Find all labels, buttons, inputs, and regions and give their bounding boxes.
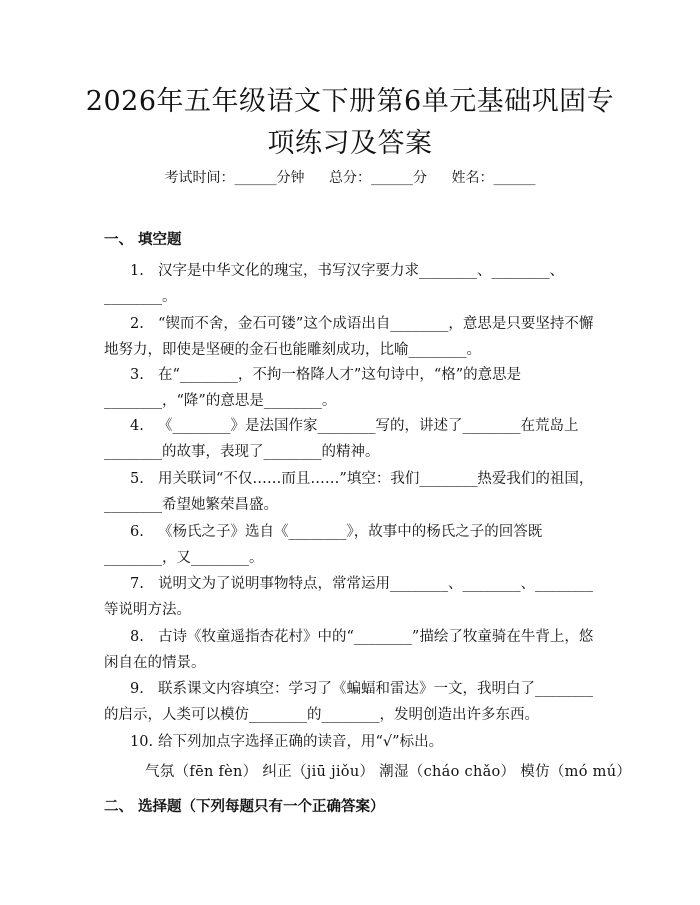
document-title-line1: 2026年五年级语文下册第6单元基础巩固专 <box>85 86 615 117</box>
question-item <box>104 624 600 676</box>
question-item <box>104 466 600 518</box>
question-number: 10. <box>130 734 154 750</box>
pinyin-options-line: 气氛（fēn fèn） 纠正（jiū jiǒu） 潮湿（cháo chǎo） 模仿（mó mú） <box>145 764 632 780</box>
question-text: 《________》是法国作家________写的，讲述了________在荒岛上________的故事，表现了________的精神。 <box>104 418 579 460</box>
question-item <box>104 729 600 755</box>
question-text: “锲而不舍，金石可镂”这个成语出自________，意思是只要坚持不懈地努力，即使是坚硬的金石也能雕刻成功，比喻________。 <box>104 316 594 358</box>
exam-score-field: 总分：______分 <box>329 170 427 186</box>
question-text: 说明文为了说明事物特点，常常运用________、________、________等说明方法。 <box>104 576 593 618</box>
question-text: 在“________，不拘一格降人才”这句诗中，“格”的意思是________，“降”的意思是________。 <box>104 367 522 409</box>
question-number: 6. <box>130 524 144 540</box>
question-number: 3. <box>130 367 144 383</box>
question-item <box>104 258 600 310</box>
question-number: 9. <box>130 681 144 697</box>
section-title: 选择题（下列每题只有一个正确答案） <box>138 798 385 815</box>
question-number: 4. <box>130 418 144 434</box>
section-heading-multiple-choice <box>104 795 385 816</box>
exam-time-field: 考试时间：______分钟 <box>164 170 305 186</box>
document-title-line2: 项练习及答案 <box>267 128 433 159</box>
question-text: 联系课文内容填空：学习了《蝙蝠和雷达》一文，我明白了________的启示，人类可以模仿________的________，发明创造出许多东西。 <box>104 681 593 723</box>
question-number: 7. <box>130 576 144 592</box>
question-item <box>104 571 600 623</box>
section-number: 一、 <box>104 231 133 248</box>
question-item <box>104 519 600 571</box>
student-name-field: 姓名：______ <box>451 170 536 186</box>
question-number: 5. <box>130 471 144 487</box>
exam-meta-line <box>0 167 700 187</box>
question-text: 汉字是中华文化的瑰宝，书写汉字要力求________、________、________。 <box>104 263 564 305</box>
question-number: 1. <box>130 263 144 279</box>
question-item <box>104 413 600 465</box>
question-text: 《杨氏之子》选自《________》，故事中的杨氏之子的回答既________，又________。 <box>104 524 543 566</box>
question-number: 8. <box>130 629 144 645</box>
question-text: 古诗《牧童遥指杏花村》中的“________”描绘了牧童骑在牛背上，悠闲自在的情景。 <box>104 629 594 671</box>
question-text: 用关联词“不仅……而且……”填空：我们________热爱我们的祖国，________希望她繁荣昌盛。 <box>104 471 594 513</box>
section-title: 填空题 <box>138 231 182 248</box>
section-heading-fill-blank <box>104 228 182 249</box>
question-item <box>104 676 600 728</box>
question-number: 2. <box>130 316 144 332</box>
question-item <box>104 362 600 414</box>
question-item <box>104 311 600 363</box>
section-number: 二、 <box>104 798 133 815</box>
question-text: 给下列加点字选择正确的读音，用“√”标出。 <box>158 734 444 750</box>
